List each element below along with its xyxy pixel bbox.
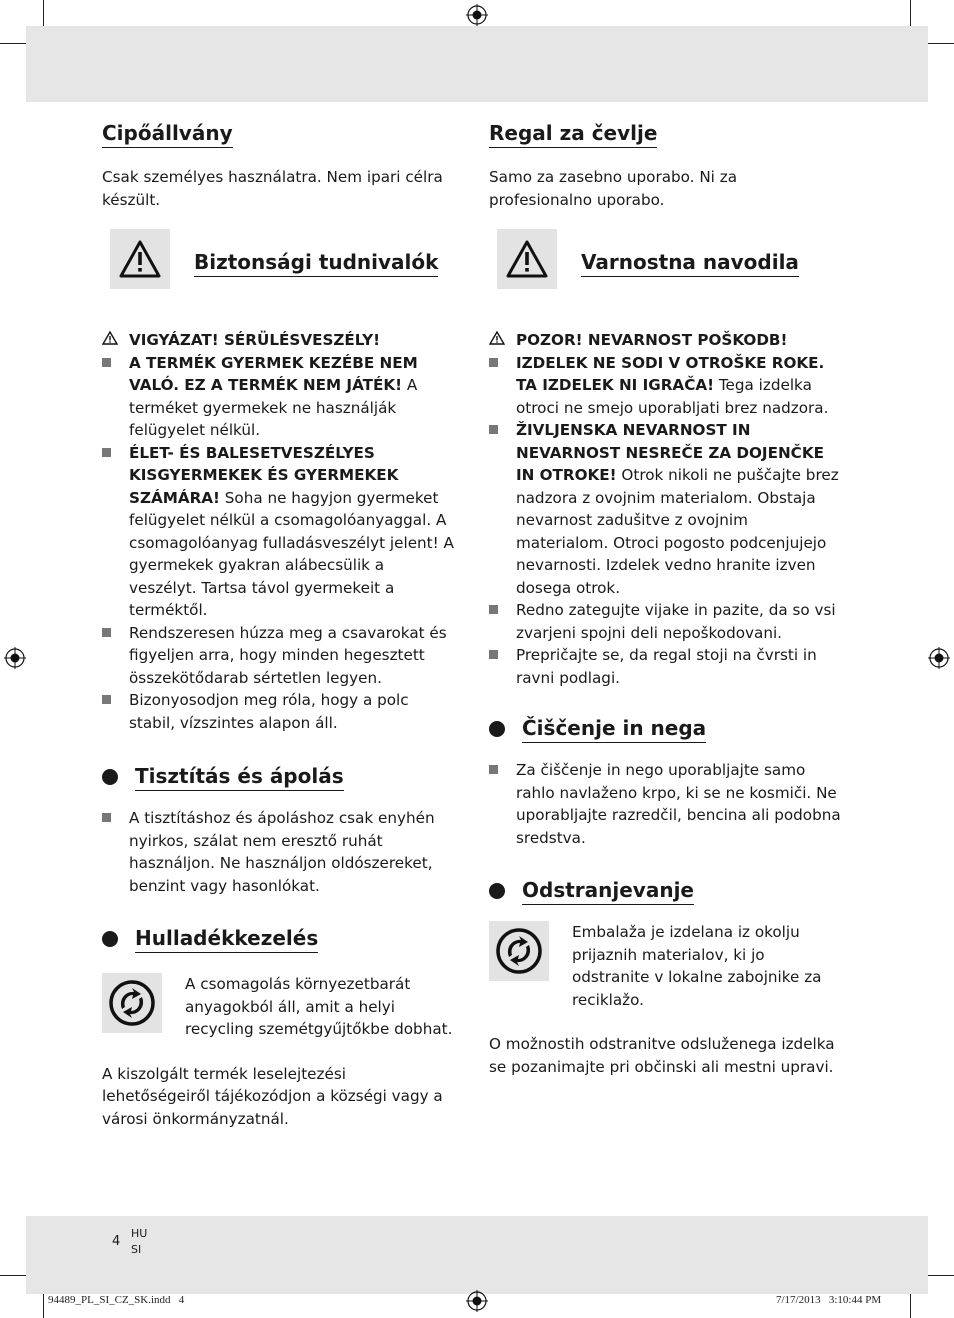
warning-triangle-icon	[505, 239, 549, 279]
bullet-dot-icon	[102, 931, 118, 947]
safety-title: Biztonsági tudnivalók	[194, 249, 438, 277]
intro-text: Csak személyes használatra. Nem ipari célra készült.	[102, 168, 443, 209]
safety-list	[102, 329, 454, 734]
bullet-dot-icon	[489, 721, 505, 737]
page-number: 4	[112, 1234, 121, 1249]
disposal-row	[489, 921, 841, 1011]
safety-header	[489, 229, 841, 291]
list-item	[102, 329, 454, 352]
list-item	[102, 442, 454, 622]
item-bold: ŽIVLJENSKA NEVARNOST IN NEVARNOST NESREČE ZA DOJENČKE IN OTROKE!	[516, 421, 824, 484]
care-section	[489, 759, 841, 849]
item-bold: IZDELEK NE SODI V OTROŠKE ROKE. TA IZDELEK NI IGRAČA!	[516, 353, 825, 394]
warning-triangle-icon	[102, 329, 118, 352]
square-bullet-icon	[489, 358, 498, 367]
page-title: Regal za čevlje	[489, 120, 657, 148]
warning-triangle-icon	[489, 329, 505, 352]
item-text: Rendszeresen húzza meg a csavarokat és figyeljen arra, hogy minden hegesztett összekötődarab sértetlen legyen.	[129, 623, 447, 687]
item-text: Za čiščenje in nego uporabljajte samo rahlo navlaženo krpo, ki se ne kosmiči. Ne uporabljajte razredčil, bencina ali podobna sredstva.	[516, 761, 841, 847]
disposal-header	[489, 877, 841, 907]
item-bold: ÉLET- ÉS BALESETVESZÉLYES KISGYERMEKEK ÉS GYERMEKEK SZÁMÁRA!	[129, 443, 399, 507]
recycle-box	[489, 921, 549, 981]
recycle-box	[102, 973, 162, 1033]
disposal-text: Embalaža je izdelana iz okolju prijaznih materialov, ki jo odstranite v lokalne zabojnike za reciklažo.	[572, 923, 822, 1009]
crop-mark	[0, 43, 26, 44]
square-bullet-icon	[489, 650, 498, 659]
disposal-title: Odstranjevanje	[522, 877, 694, 905]
warning-heading: VIGYÁZAT! SÉRÜLÉSVESZÉLY!	[129, 331, 381, 349]
list-item	[489, 352, 841, 420]
bullet-dot-icon	[489, 883, 505, 899]
bullet-dot-icon	[102, 769, 118, 785]
left-column	[102, 120, 454, 1130]
square-bullet-icon	[102, 628, 111, 637]
lang-code: HU	[131, 1227, 148, 1240]
item-text: Soha ne hagyjon gyermeket felügyelet nélkül a csomagolóanyaggal. A csomagolóanyag fulladásveszélyt jelent! A gyermekek gyakran alábecsülik a veszélyt. Tartsa távol gyermekeit a terméktől.	[129, 488, 454, 619]
item-text: A tisztításhoz és ápoláshoz csak enyhén nyirkos, szálat nem eresztő ruhát használjon. Ne használjon oldószereket, benzint vagy hasonlókat.	[129, 809, 435, 895]
square-bullet-icon	[102, 448, 111, 457]
registration-mark-icon	[928, 647, 950, 669]
registration-mark-icon	[466, 1290, 488, 1312]
file-name: 94489_PL_SI_CZ_SK.indd 4	[48, 1294, 185, 1306]
list-item	[489, 419, 841, 599]
warning-triangle-icon	[118, 239, 162, 279]
registration-mark-icon	[466, 4, 488, 26]
language-codes	[131, 1226, 147, 1258]
list-item	[102, 352, 454, 442]
square-bullet-icon	[102, 813, 111, 822]
item-text: Bizonyosodjon meg róla, hogy a polc stabil, vízszintes alapon áll.	[129, 691, 409, 732]
item-text: Prepričajte se, da regal stoji na čvrsti in ravni podlagi.	[516, 646, 817, 687]
crop-mark	[928, 43, 954, 44]
warning-box	[497, 229, 557, 289]
crop-mark	[910, 1294, 911, 1318]
square-bullet-icon	[102, 358, 111, 367]
intro-text: Samo za zasebno uporabo. Ni za profesionalno uporabo.	[489, 168, 738, 209]
crop-mark	[928, 1275, 954, 1276]
list-item	[489, 644, 841, 689]
list-item	[489, 329, 841, 352]
square-bullet-icon	[102, 695, 111, 704]
warning-box	[110, 229, 170, 289]
item-text: Tega izdelka otroci ne smejo uporabljati brez nadzora.	[516, 376, 829, 417]
disposal-title: Hulladékkezelés	[135, 925, 318, 953]
page-title: Cipőállvány	[102, 120, 233, 148]
disposal-row	[102, 973, 454, 1041]
list-item	[102, 807, 454, 897]
crop-mark	[43, 0, 44, 26]
care-header	[102, 763, 454, 793]
list-item	[102, 622, 454, 690]
list-item	[489, 599, 841, 644]
warning-heading: POZOR! NEVARNOST POŠKODB!	[516, 331, 788, 349]
list-item	[489, 759, 841, 849]
disposal-note: O možnostih odstranitve odsluženega izdelka se pozanimajte pri občinski ali mestni upravi.	[489, 1035, 835, 1076]
footer-band	[26, 1216, 928, 1294]
safety-title: Varnostna navodila	[581, 249, 799, 277]
square-bullet-icon	[489, 765, 498, 774]
square-bullet-icon	[489, 605, 498, 614]
safety-list	[489, 329, 841, 689]
care-title: Čiščenje in nega	[522, 715, 706, 743]
disposal-text: A csomagolás környezetbarát anyagokból áll, amit a helyi recycling szemétgyűjtőkbe dobhat.	[185, 975, 453, 1038]
item-bold: A TERMÉK GYERMEK KEZÉBE NEM VALÓ. EZ A TERMÉK NEM JÁTÉK!	[129, 353, 418, 394]
square-bullet-icon	[489, 425, 498, 434]
crop-mark	[0, 1275, 26, 1276]
disposal-note: A kiszolgált termék leselejtezési lehetőségeiről tájékozódjon a községi vagy a városi önkormányzatnál.	[102, 1064, 443, 1128]
header-band	[26, 26, 928, 102]
item-text: Otrok nikoli ne puščajte brez nadzora z ovojnim materialom. Obstaja nevarnost zadušitve z ovojnim materialom. Otroci pogosto podcenjujejo nevarnosti. Izdelek vedno hranite izven dosega otrok.	[516, 466, 839, 597]
care-header	[489, 715, 841, 745]
right-column	[489, 120, 841, 1078]
crop-mark	[43, 1294, 44, 1318]
registration-mark-icon	[4, 647, 26, 669]
item-text: Redno zategujte vijake in pazite, da so vsi zvarjeni spojni deli nepoškodovani.	[516, 601, 836, 642]
lang-code: SI	[131, 1243, 142, 1256]
care-section	[102, 807, 454, 897]
safety-header	[102, 229, 454, 291]
green-dot-recycle-icon	[495, 927, 543, 975]
crop-mark	[910, 0, 911, 26]
item-text: A terméket gyermekek ne használják felügyelet nélkül.	[129, 376, 418, 439]
timestamp: 7/17/2013 3:10:44 PM	[776, 1294, 882, 1306]
disposal-header	[102, 925, 454, 955]
care-title: Tisztítás és ápolás	[135, 763, 344, 791]
green-dot-recycle-icon	[108, 979, 156, 1027]
list-item	[102, 689, 454, 734]
